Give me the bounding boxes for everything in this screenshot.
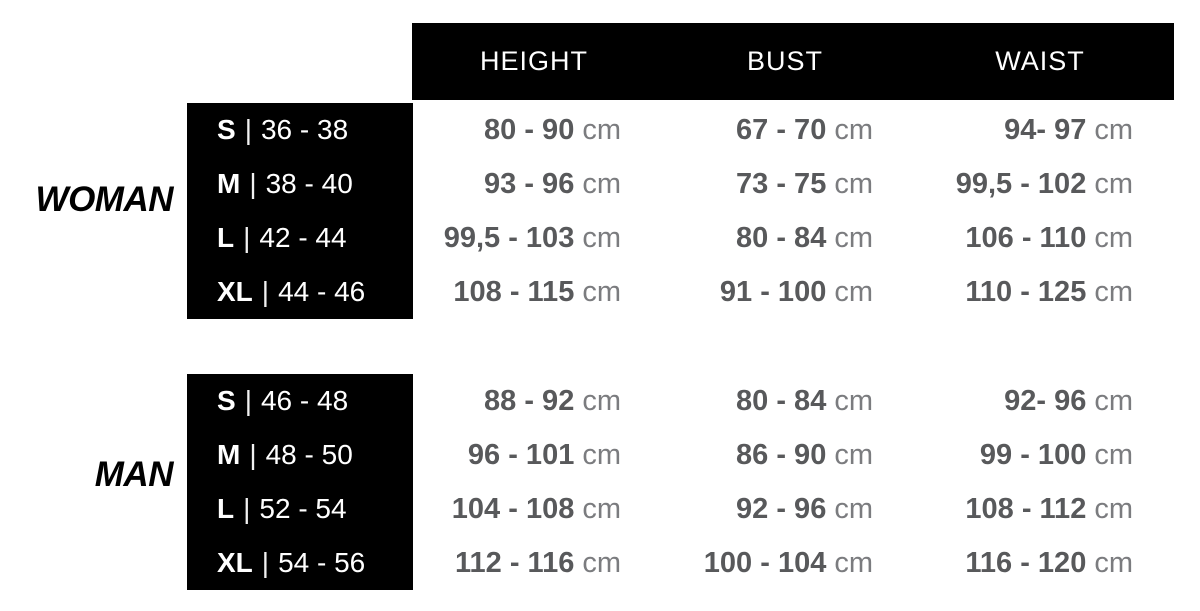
waist-value: 110 - 125 xyxy=(965,276,1087,308)
unit-label: cm xyxy=(1094,493,1133,525)
waist-cell xyxy=(932,211,1174,265)
unit-label: cm xyxy=(1094,114,1133,146)
bust-value: 67 - 70 xyxy=(736,114,827,146)
size-range: 36 - 38 xyxy=(260,114,349,145)
unit-label: cm xyxy=(582,276,621,308)
size-separator: | xyxy=(261,547,270,578)
group-label-man: MAN xyxy=(94,455,173,494)
unit-label: cm xyxy=(834,276,873,308)
bust-cell xyxy=(680,374,932,428)
waist-cell xyxy=(932,536,1174,590)
waist-cell xyxy=(932,157,1174,211)
height-cell xyxy=(413,211,680,265)
size-cell xyxy=(187,265,413,319)
bust-value: 100 - 104 xyxy=(703,547,827,579)
size-letter: L xyxy=(217,222,235,253)
unit-label: cm xyxy=(582,439,621,471)
size-separator: | xyxy=(244,114,252,145)
bust-value: 86 - 90 xyxy=(736,439,827,471)
man-size-table xyxy=(187,374,1174,590)
unit-label: cm xyxy=(834,439,873,471)
size-separator: | xyxy=(244,385,252,416)
height-value: 93 - 96 xyxy=(484,168,575,200)
group-label-woman: WOMAN xyxy=(35,180,173,219)
size-letter: XL xyxy=(217,276,253,307)
height-value: 80 - 90 xyxy=(484,114,575,146)
height-value: 88 - 92 xyxy=(484,385,575,417)
waist-cell xyxy=(932,482,1174,536)
height-cell xyxy=(413,157,680,211)
size-cell xyxy=(187,428,413,482)
column-header-waist: WAIST xyxy=(995,46,1085,76)
waist-value: 116 - 120 xyxy=(965,547,1087,579)
bust-cell xyxy=(680,103,932,157)
woman-size-table xyxy=(187,103,1174,319)
size-cell xyxy=(187,157,413,211)
size-range: 48 - 50 xyxy=(265,439,353,470)
unit-label: cm xyxy=(1094,222,1133,254)
waist-cell xyxy=(932,374,1174,428)
unit-label: cm xyxy=(582,493,621,525)
waist-value: 108 - 112 xyxy=(965,493,1087,525)
size-range: 52 - 54 xyxy=(259,493,347,524)
bust-value: 91 - 100 xyxy=(719,276,827,308)
bust-cell xyxy=(680,536,932,590)
bust-cell xyxy=(680,265,932,319)
unit-label: cm xyxy=(582,385,621,417)
size-letter: M xyxy=(217,168,241,199)
size-cell xyxy=(187,536,413,590)
size-letter: S xyxy=(217,385,236,416)
height-cell xyxy=(413,428,680,482)
size-range: 38 - 40 xyxy=(265,168,353,199)
height-cell xyxy=(413,265,680,319)
bust-value: 73 - 75 xyxy=(736,168,827,200)
unit-label: cm xyxy=(834,222,873,254)
height-cell xyxy=(413,103,680,157)
waist-value: 94- 97 xyxy=(1004,114,1087,146)
waist-value: 92- 96 xyxy=(1004,385,1087,417)
size-separator: | xyxy=(243,493,251,524)
size-separator: | xyxy=(249,439,257,470)
height-value: 112 - 116 xyxy=(454,547,575,579)
bust-value: 92 - 96 xyxy=(736,493,827,525)
size-separator: | xyxy=(249,168,257,199)
waist-cell xyxy=(932,265,1174,319)
unit-label: cm xyxy=(834,547,873,579)
unit-label: cm xyxy=(834,385,873,417)
size-cell xyxy=(187,103,413,157)
waist-value: 106 - 110 xyxy=(965,222,1087,254)
bust-cell xyxy=(680,482,932,536)
column-header-height: HEIGHT xyxy=(479,46,588,76)
unit-label: cm xyxy=(834,493,873,525)
waist-value: 99,5 - 102 xyxy=(955,168,1087,200)
unit-label: cm xyxy=(834,114,873,146)
size-cell xyxy=(187,211,413,265)
size-range: 44 - 46 xyxy=(278,276,366,307)
size-separator: | xyxy=(243,222,251,253)
size-separator: | xyxy=(261,276,270,307)
height-cell xyxy=(413,536,680,590)
unit-label: cm xyxy=(1094,168,1133,200)
bust-value: 80 - 84 xyxy=(736,222,827,254)
bust-cell xyxy=(680,428,932,482)
bust-value: 80 - 84 xyxy=(736,385,827,417)
size-cell xyxy=(187,374,413,428)
size-range: 46 - 48 xyxy=(260,385,349,416)
unit-label: cm xyxy=(582,114,621,146)
size-range: 42 - 44 xyxy=(259,222,347,253)
waist-cell xyxy=(932,103,1174,157)
size-letter: L xyxy=(217,493,235,524)
unit-label: cm xyxy=(582,168,621,200)
unit-label: cm xyxy=(1094,276,1133,308)
height-cell xyxy=(413,374,680,428)
waist-cell xyxy=(932,428,1174,482)
size-range: 54 - 56 xyxy=(278,547,366,578)
bust-cell xyxy=(680,157,932,211)
unit-label: cm xyxy=(1094,439,1133,471)
unit-label: cm xyxy=(834,168,873,200)
height-value: 104 - 108 xyxy=(451,493,575,525)
waist-value: 99 - 100 xyxy=(979,439,1087,471)
bust-cell xyxy=(680,211,932,265)
size-cell xyxy=(187,482,413,536)
column-header-bust: BUST xyxy=(746,46,823,76)
height-value: 96 - 101 xyxy=(467,439,575,471)
column-header-bar xyxy=(412,23,1174,100)
size-letter: M xyxy=(217,439,241,470)
unit-label: cm xyxy=(582,547,621,579)
height-cell xyxy=(413,482,680,536)
height-value: 108 - 115 xyxy=(453,276,575,308)
unit-label: cm xyxy=(1094,385,1133,417)
size-letter: S xyxy=(217,114,236,145)
unit-label: cm xyxy=(1094,547,1133,579)
size-letter: XL xyxy=(217,547,253,578)
height-value: 99,5 - 103 xyxy=(443,222,575,254)
unit-label: cm xyxy=(582,222,621,254)
